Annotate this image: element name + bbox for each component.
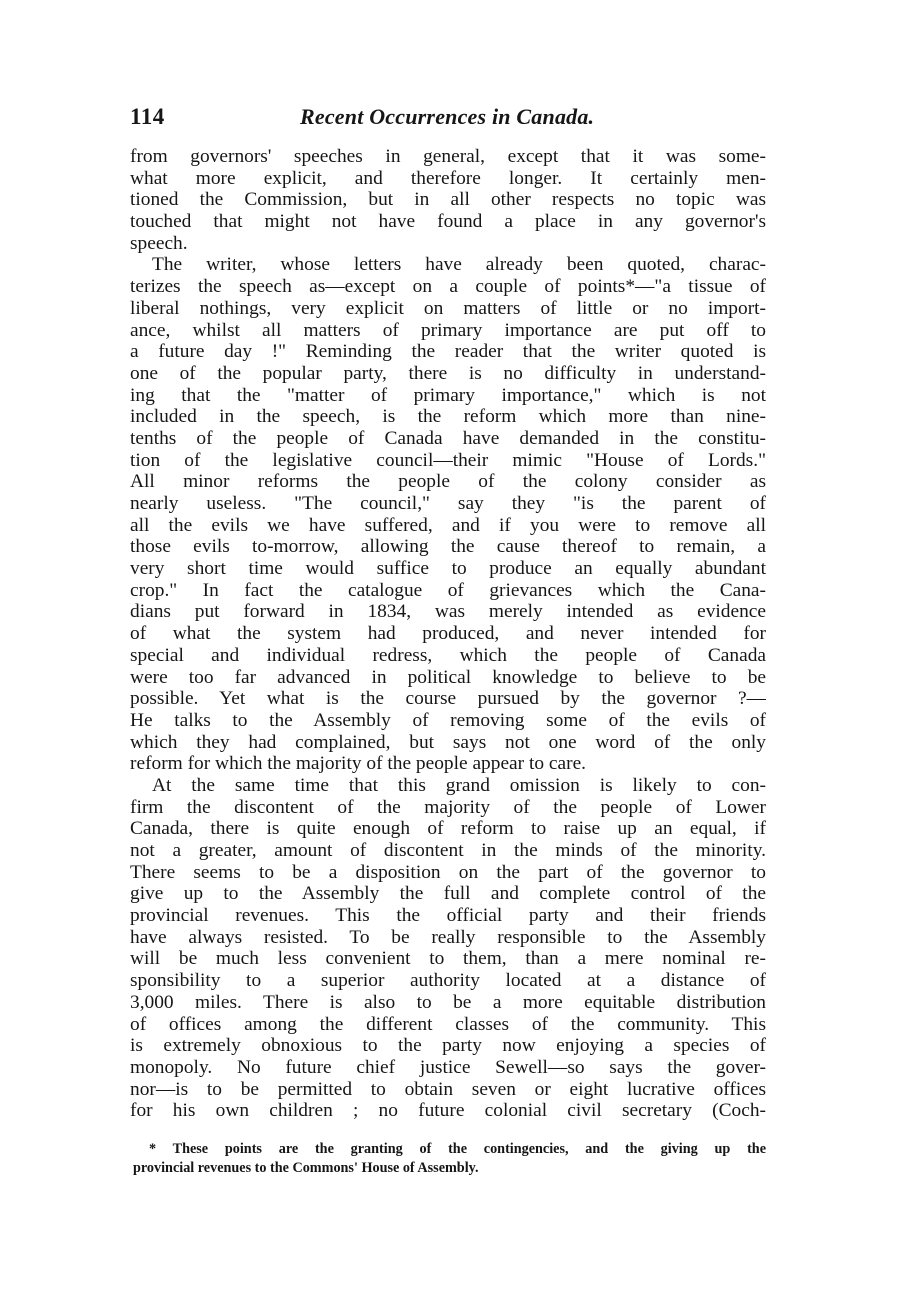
running-title: Recent Occurrences in Canada.: [300, 104, 595, 129]
body-line: speech.: [130, 232, 188, 254]
body-text: [130, 146, 766, 1122]
page-number: 114: [130, 104, 165, 129]
body-line: provincial revenues. This the official party and their friends: [130, 905, 766, 927]
body-line: liberal nothings, very explicit on matters of little or no import-: [130, 297, 766, 319]
body-line: a future day !" Reminding the reader that the writer quoted is: [130, 341, 766, 363]
page-header: [130, 104, 766, 138]
footnote: [133, 1140, 766, 1178]
body-line: not a greater, amount of discontent in the minds of the minority.: [130, 840, 766, 861]
body-line: tenths of the people of Canada have demanded in the constitu-: [130, 427, 766, 449]
body-line: ing that the "matter of primary importance," which is not: [130, 384, 766, 406]
body-line: tion of the legislative council—their mimic "House of Lords.": [130, 449, 766, 471]
body-line: were too far advanced in political knowledge to believe to be: [130, 666, 766, 688]
body-line: nor—is to be permitted to obtain seven or eight lucrative offices: [130, 1078, 766, 1100]
body-line: reform for which the majority of the people appear to care.: [130, 753, 587, 775]
body-line: There seems to be a disposition on the part of the governor to: [130, 861, 766, 883]
body-line: monopoly. No future chief justice Sewell—so says the gover-: [130, 1056, 766, 1078]
body-line: what more explicit, and therefore longer. It certainly men-: [130, 167, 766, 189]
body-line: tioned the Commission, but in all other respects no topic was: [130, 189, 766, 211]
body-line: At the same time that this grand omission is likely to con-: [152, 774, 766, 796]
body-line: have always resisted. To be really responsible to the Assembly: [130, 926, 766, 948]
body-line: He talks to the Assembly of removing some of the evils of: [130, 709, 766, 731]
body-line: possible. Yet what is the course pursued by the governor ?—: [130, 688, 766, 710]
body-line: dians put forward in 1834, was merely intended as evidence: [130, 601, 766, 623]
body-line: of what the system had produced, and never intended for: [130, 623, 766, 645]
footnote-line: * These points are the granting of the contingencies, and the giving up the: [149, 1141, 766, 1157]
body-line: from governors' speeches in general, except that it was some-: [130, 146, 766, 167]
body-line: included in the speech, is the reform which more than nine-: [130, 406, 766, 428]
body-line: crop." In fact the catalogue of grievances which the Cana-: [130, 579, 766, 601]
body-line: touched that might not have found a place in any governor's: [130, 211, 766, 233]
body-line: of offices among the different classes of the community. This: [130, 1013, 766, 1035]
body-line: which they had complained, but says not one word of the only: [130, 731, 766, 753]
body-line: nearly useless. "The council," say they "is the parent of: [130, 493, 766, 514]
body-line: for his own children ; no future colonial civil secretary (Coch-: [130, 1100, 766, 1122]
body-line: give up to the Assembly the full and complete control of the: [130, 883, 766, 905]
body-line: ance, whilst all matters of primary importance are put off to: [130, 319, 766, 341]
body-line: very short time would suffice to produce an equally abundant: [130, 558, 766, 580]
body-line: 3,000 miles. There is also to be a more equitable distribution: [130, 991, 766, 1013]
body-line: terizes the speech as—except on a couple of points*—"a tissue of: [130, 276, 766, 298]
body-line: is extremely obnoxious to the party now enjoying a species of: [130, 1035, 766, 1057]
body-line: All minor reforms the people of the colony consider as: [130, 471, 766, 493]
body-line: one of the popular party, there is no difficulty in understand-: [130, 362, 766, 384]
body-line: will be much less convenient to them, than a mere nominal re-: [130, 948, 766, 970]
body-line: sponsibility to a superior authority located at a distance of: [130, 970, 766, 992]
body-line: Canada, there is quite enough of reform to raise up an equal, if: [130, 818, 766, 840]
body-line: special and individual redress, which the people of Canada: [130, 644, 766, 666]
body-line: all the evils we have suffered, and if you were to remove all: [130, 514, 766, 536]
body-line: those evils to-morrow, allowing the cause thereof to remain, a: [130, 536, 766, 558]
body-line: The writer, whose letters have already been quoted, charac-: [152, 254, 766, 276]
footnote-line: provincial revenues to the Commons' House of Assembly.: [133, 1160, 479, 1176]
body-line: firm the discontent of the majority of the people of Lower: [130, 796, 766, 818]
